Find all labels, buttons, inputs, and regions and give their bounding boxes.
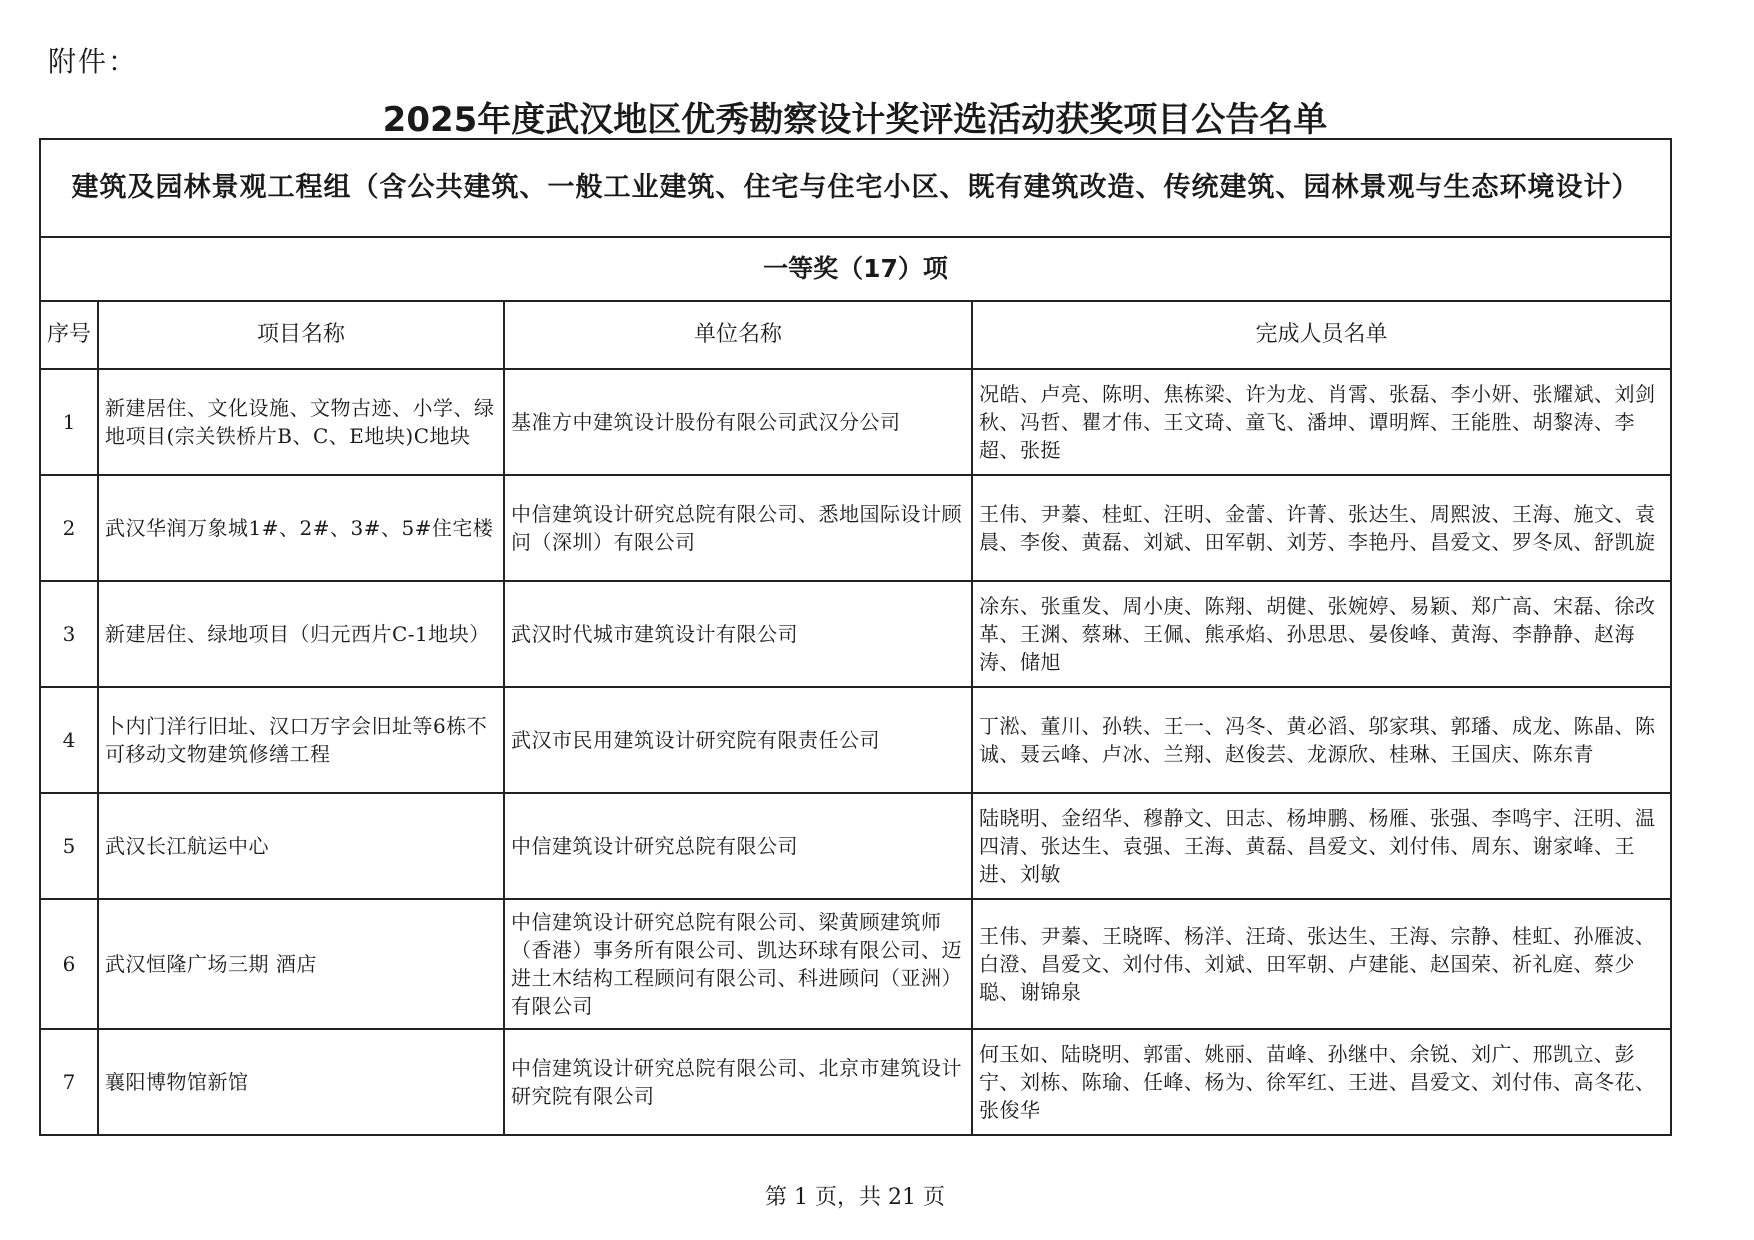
col-header-unit: 单位名称 [504,301,972,369]
row-members: 王伟、尹蓁、王晓晖、杨洋、汪琦、张达生、王海、宗静、桂虹、孙雁波、白澄、昌爱文、刘付伟、刘斌、田军朝、卢建能、赵国荣、祈礼庭、蔡少聪、谢锦泉 [972,899,1671,1029]
col-header-seq: 序号 [40,301,98,369]
row-seq: 7 [40,1029,98,1135]
award-table [39,138,1672,1136]
row-members: 何玉如、陆晓明、郭雷、姚丽、苗峰、孙继中、余锐、刘广、邢凯立、彭宁、刘栋、陈瑜、任峰、杨为、徐军红、王进、昌爱文、刘付伟、高冬花、张俊华 [972,1029,1671,1135]
row-project: 襄阳博物馆新馆 [98,1029,504,1135]
table-row [40,581,1671,687]
column-header-row [40,301,1671,369]
col-header-project: 项目名称 [98,301,504,369]
grade-heading-row [40,237,1671,301]
row-seq: 2 [40,475,98,581]
row-members: 王伟、尹蓁、桂虹、汪明、金蕾、许菁、张达生、周熙波、王海、施文、袁晨、李俊、黄磊、刘斌、田军朝、刘芳、李艳丹、昌爱文、罗冬凤、舒凯旋 [972,475,1671,581]
row-members: 陆晓明、金绍华、穆静文、田志、杨坤鹏、杨雁、张强、李鸣宇、汪明、温四清、张达生、袁强、王海、黄磊、昌爱文、刘付伟、周东、谢家峰、王进、刘敏 [972,793,1671,899]
row-seq: 6 [40,899,98,1029]
row-seq: 5 [40,793,98,899]
col-header-members: 完成人员名单 [972,301,1671,369]
row-unit: 中信建筑设计研究总院有限公司、北京市建筑设计研究院有限公司 [504,1029,972,1135]
table-row [40,687,1671,793]
row-unit: 中信建筑设计研究总院有限公司、悉地国际设计顾问（深圳）有限公司 [504,475,972,581]
document-title: 2025年度武汉地区优秀勘察设计奖评选活动获奖项目公告名单 [382,100,1328,140]
table-row [40,475,1671,581]
table-row [40,1029,1671,1135]
table-row [40,369,1671,475]
attachment-label: 附件： [48,45,139,78]
table-row [40,899,1671,1029]
row-seq: 4 [40,687,98,793]
row-unit: 中信建筑设计研究总院有限公司、梁黄顾建筑师（香港）事务所有限公司、凯达环球有限公司、迈进土木结构工程顾问有限公司、科进顾问（亚洲）有限公司 [504,899,972,1029]
row-project: 武汉华润万象城1#、2#、3#、5#住宅楼 [98,475,504,581]
row-project: 武汉恒隆广场三期 酒店 [98,899,504,1029]
row-members: 况皓、卢亮、陈明、焦栋梁、许为龙、肖霄、张磊、李小妍、张耀斌、刘剑秋、冯哲、瞿才伟、王文琦、童飞、潘坤、谭明辉、王能胜、胡黎涛、李超、张挺 [972,369,1671,475]
row-seq: 3 [40,581,98,687]
row-project: 新建居住、绿地项目（归元西片C-1地块） [98,581,504,687]
row-seq: 1 [40,369,98,475]
group-heading: 建筑及园林景观工程组（含公共建筑、一般工业建筑、住宅与住宅小区、既有建筑改造、传统建筑、园林景观与生态环境设计） [40,139,1671,237]
row-project: 卜内门洋行旧址、汉口万字会旧址等6栋不可移动文物建筑修缮工程 [98,687,504,793]
row-members: 丁淞、董川、孙轶、王一、冯冬、黄必滔、邬家琪、郭璠、成龙、陈晶、陈诚、聂云峰、卢冰、兰翔、赵俊芸、龙源欣、桂琳、王国庆、陈东青 [972,687,1671,793]
page-footer: 第 1 页，共 21 页 [765,1185,945,1210]
row-unit: 基准方中建筑设计股份有限公司武汉分公司 [504,369,972,475]
table-row [40,793,1671,899]
row-project: 新建居住、文化设施、文物古迹、小学、绿地项目(宗关铁桥片B、C、E地块)C地块 [98,369,504,475]
grade-heading: 一等奖（17）项 [40,237,1671,301]
row-project: 武汉长江航运中心 [98,793,504,899]
group-heading-row [40,139,1671,237]
row-unit: 武汉时代城市建筑设计有限公司 [504,581,972,687]
row-unit: 中信建筑设计研究总院有限公司 [504,793,972,899]
row-unit: 武汉市民用建筑设计研究院有限责任公司 [504,687,972,793]
row-members: 凃东、张重发、周小庚、陈翔、胡健、张婉婷、易颖、郑广高、宋磊、徐改革、王渊、蔡琳、王佩、熊承焰、孙思思、晏俊峰、黄海、李静静、赵海涛、储旭 [972,581,1671,687]
